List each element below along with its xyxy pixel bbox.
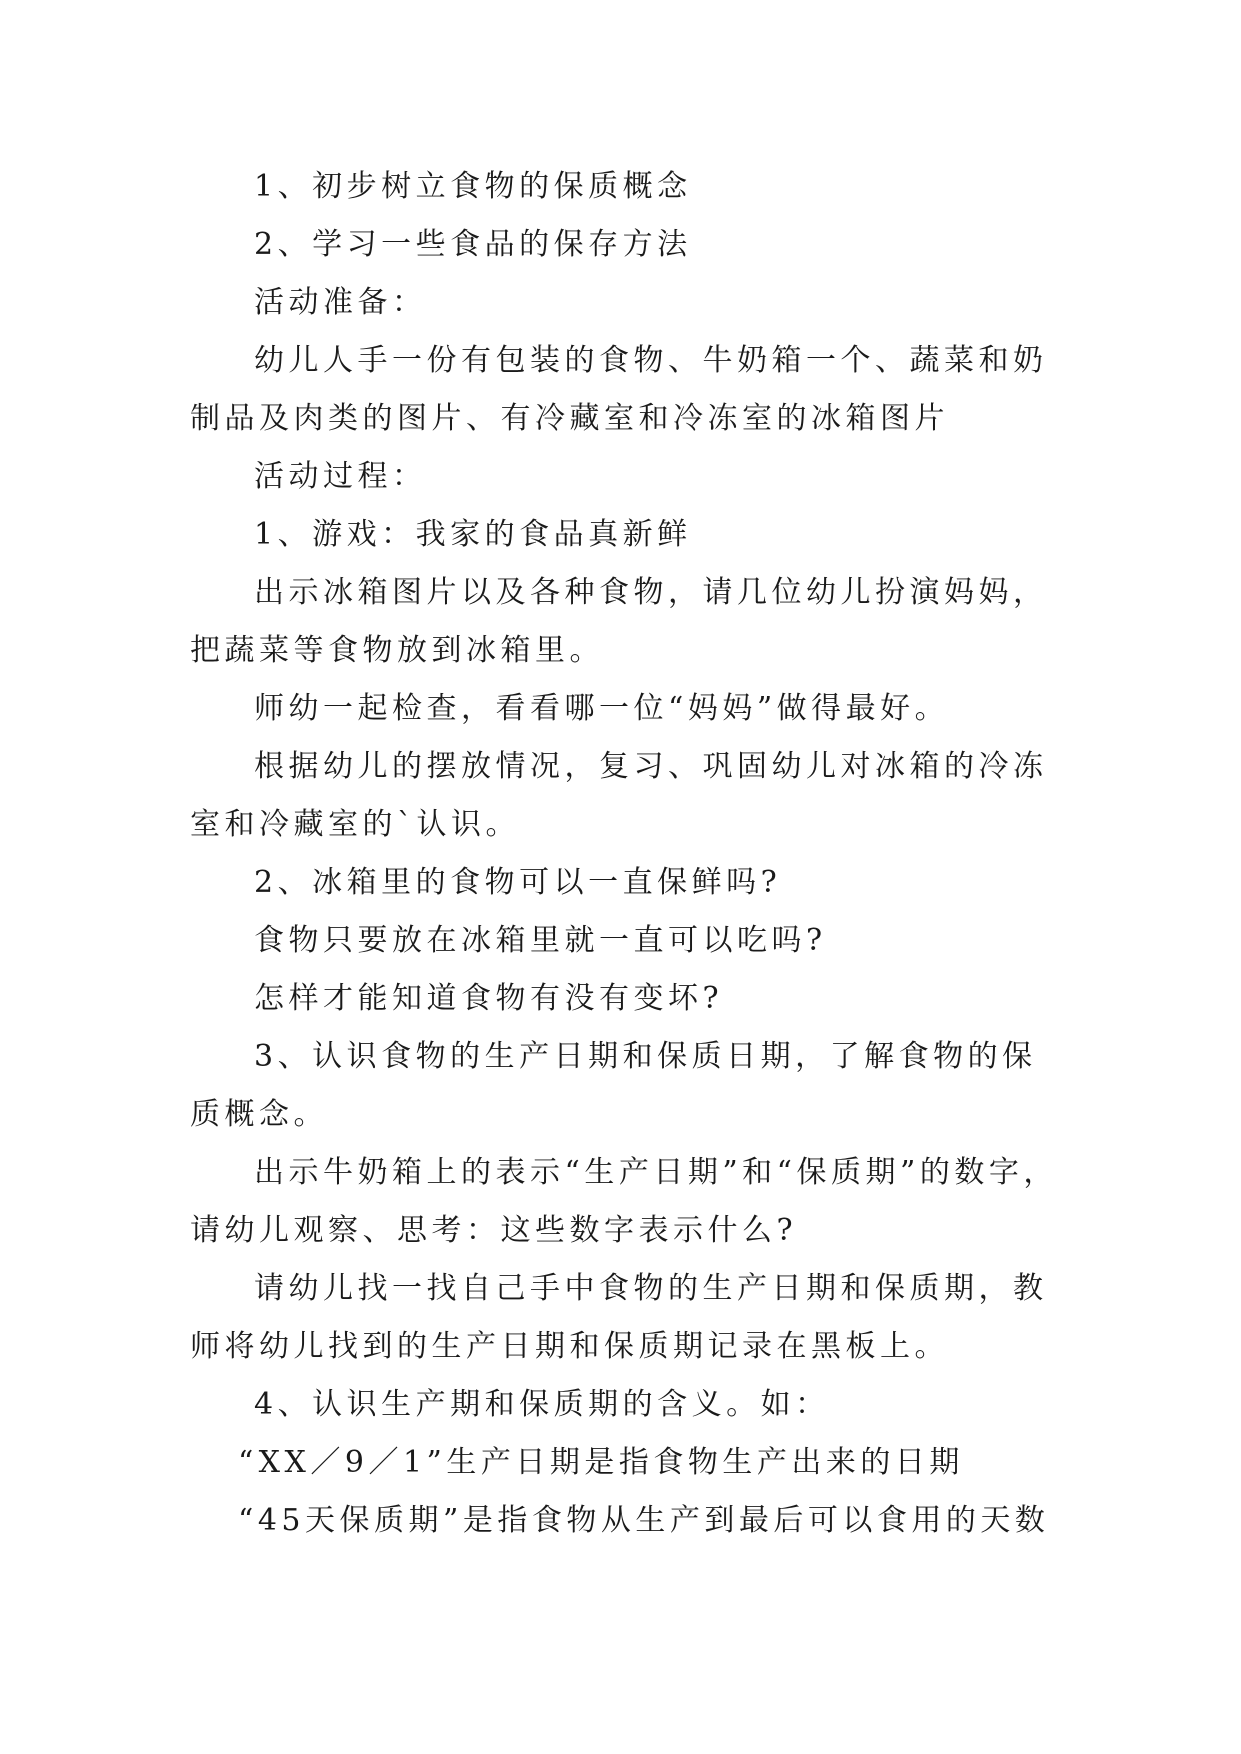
step-2-question-1: 食物只要放在冰箱里就一直可以吃吗? xyxy=(254,923,827,958)
section-heading-preparation: 活动准备： xyxy=(254,285,427,320)
step-2-question-2: 怎样才能知道食物有没有变坏? xyxy=(254,981,724,1016)
step-4-example-2: “45天保质期”是指食物从生产到最后可以食用的天数 xyxy=(238,1503,1050,1538)
step-3-text-2: 请幼儿找一找自己手中食物的生产日期和保质期，教师将幼儿找到的生产日期和保质期记录在黑板上。 xyxy=(190,1271,1048,1364)
step-1-check: 师幼一起检查，看看哪一位“妈妈”做得最好。 xyxy=(254,691,950,726)
step-1-heading: 1、游戏：我家的食品真新鲜 xyxy=(254,517,692,552)
document-body xyxy=(190,158,1060,1550)
step-3-text-1: 出示牛奶箱上的表示“生产日期”和“保质期”的数字，请幼儿观察、思考：这些数字表示什么? xyxy=(190,1155,1058,1248)
preparation-text: 幼儿人手一份有包装的食物、牛奶箱一个、蔬菜和奶制品及肉类的图片、有冷藏室和冷冻室的冰箱图片 xyxy=(190,343,1048,436)
objective-2: 2、学习一些食品的保存方法 xyxy=(254,227,692,262)
step-1-review: 根据幼儿的摆放情况，复习、巩固幼儿对冰箱的冷冻室和冷藏室的`认识。 xyxy=(190,749,1048,842)
step-4-example-1: “XX／9／1”生产日期是指食物生产出来的日期 xyxy=(238,1445,964,1480)
section-heading-process: 活动过程： xyxy=(254,459,427,494)
objective-1: 1、初步树立食物的保质概念 xyxy=(254,169,692,204)
step-2-heading: 2、冰箱里的食物可以一直保鲜吗? xyxy=(254,865,782,900)
step-1-text: 出示冰箱图片以及各种食物，请几位幼儿扮演妈妈，把蔬菜等食物放到冰箱里。 xyxy=(190,575,1048,668)
step-4-heading: 4、认识生产期和保质期的含义。如： xyxy=(254,1387,830,1422)
step-3-heading: 3、认识食物的生产日期和保质日期，了解食物的保质概念。 xyxy=(190,1039,1037,1132)
